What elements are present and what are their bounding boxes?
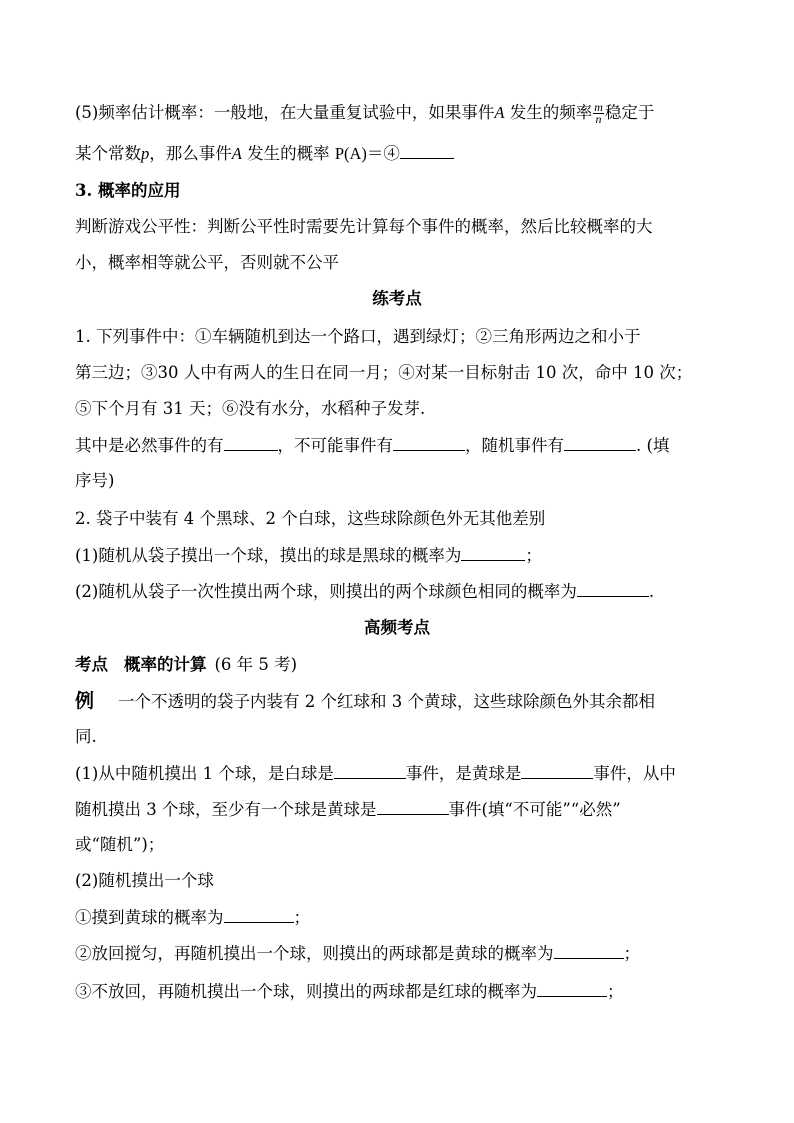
answer-blank[interactable] [377,798,449,815]
text-segment: 其中是必然事件的有 [75,436,224,455]
question-line: ⑤下个月有 31 天；⑥没有水分，水稻种子发芽. [75,399,426,418]
question-line [75,544,542,567]
answer-blank[interactable] [461,544,525,561]
text-segment: 随机摸出 3 个球，至少有一个球是黄球是 [75,800,377,819]
answer-blank[interactable] [564,434,636,451]
answer-blank[interactable] [400,142,454,159]
question-line: 序号) [75,471,115,490]
section-heading: 3. 概率的应用 [75,181,181,200]
text-segment: ，随机事件有 [465,436,564,455]
variable-a: A [231,144,242,163]
text-segment: 事件，从中 [593,764,676,783]
question-line [75,762,676,785]
text-segment: 一个不透明的袋子内装有 2 个红球和 3 个黄球，这些球除颜色外其余都相 [118,692,655,711]
fraction-m-over-n [593,102,604,125]
example-label: 例 [75,690,95,712]
text-segment: . [648,582,655,601]
text-segment: 事件，是黄球是 [405,764,522,783]
text-segment: 发生的概率 [241,144,335,163]
text-segment: 事件(填“不可能”“必然” [448,800,621,819]
example-line [75,690,655,713]
answer-blank[interactable] [224,434,278,451]
topic-note: (6 年 5 考) [214,655,298,674]
question-line [75,906,310,929]
question-line [75,798,621,821]
fraction-denominator: n [595,112,602,126]
answer-blank[interactable] [521,762,593,779]
text-segment: ②放回搅匀，再随机摸出一个球，则摸出的两球都是黄球的概率为 [75,944,554,963]
question-line: 第三边；③30 人中有两人的生日在同一月；④对某一目标射击 10 次，命中 10 次； [75,363,693,382]
topic-label: 考点 [75,655,108,674]
question-line [75,580,654,603]
answer-blank[interactable] [334,762,406,779]
text-segment: (1)随机从袋子摸出一个球，摸出的球是黑球的概率为 [75,546,462,565]
question-line: (2)随机摸出一个球 [75,871,214,890]
text-segment: 某个常数 [75,144,141,163]
paragraph-line: 小，概率相等就公平，否则就不公平 [75,253,339,272]
answer-blank[interactable] [577,580,649,597]
text-segment: ； [525,546,542,565]
text-segment: ； [607,982,624,1001]
question-line: 或“随机”)； [75,835,165,854]
paragraph-line [75,142,454,165]
text-segment: (2)随机从袋子一次性摸出两个球，则摸出的两个球颜色相同的概率为 [75,582,577,601]
text-segment: ； [623,944,640,963]
variable-a: A [494,103,505,122]
section-title: 练考点 [372,289,422,308]
text-segment: 稳定于 [604,103,655,122]
section-title: 高频考点 [364,618,430,637]
text-segment: ，那么事件 [149,144,232,163]
text-segment: ，不可能事件有 [277,436,393,455]
answer-blank[interactable] [393,434,465,451]
text-segment: ； [293,908,310,927]
paragraph-line [75,102,654,125]
paragraph-line: 判断游戏公平性：判断公平性时需要先计算每个事件的概率，然后比较概率的大 [75,217,653,236]
text-segment: ③不放回，再随机摸出一个球，则摸出的两球都是红球的概率为 [75,982,537,1001]
text-segment: 发生的频率 [504,103,593,122]
text-segment: . (填 [636,436,670,455]
question-line [75,980,624,1003]
answer-blank[interactable] [554,942,624,959]
example-line: 同. [75,727,97,746]
question-line: 2. 袋子中装有 4 个黑球、2 个白球，这些球除颜色外无其他差别 [75,509,546,528]
probability-expression: P(A)＝④ [334,144,400,163]
variable-p: p [141,144,150,163]
question-line: 1. 下列事件中：①车辆随机到达一个路口，遇到绿灯；②三角形两边之和小于 [75,327,641,346]
answer-blank[interactable] [224,906,294,923]
text-segment: (5)频率估计概率：一般地，在大量重复试验中，如果事件 [75,103,495,122]
topic-name: 概率的计算 [124,655,207,674]
answer-blank[interactable] [537,980,607,997]
question-line [75,942,640,965]
fraction-numerator: m [594,100,603,114]
text-segment: ①摸到黄球的概率为 [75,908,224,927]
question-line [75,434,669,457]
text-segment: (1)从中随机摸出 1 个球，是白球是 [75,764,334,783]
topic-line [75,654,297,676]
